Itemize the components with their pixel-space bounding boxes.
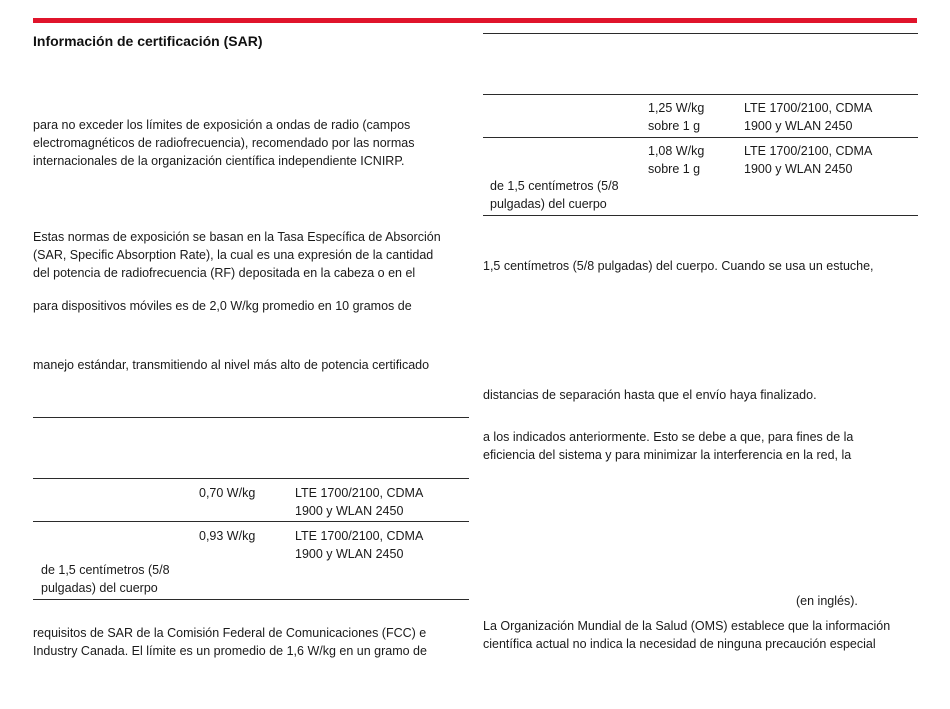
text-line: del potencia de radiofrecuencia (RF) depositada en la cabeza o en el bbox=[33, 266, 416, 280]
header-accent-bar bbox=[33, 18, 917, 23]
sar-value: 0,93 W/kg bbox=[199, 529, 256, 543]
frequency-bands bbox=[744, 99, 872, 135]
table-header-rule bbox=[483, 94, 918, 95]
table-top-rule bbox=[33, 417, 469, 418]
frequency-bands bbox=[295, 527, 423, 563]
text-line: de 1,5 centímetros (5/8 bbox=[41, 563, 170, 577]
right-paragraph-5 bbox=[483, 617, 890, 653]
text-line: La Organización Mundial de la Salud (OMS) establece que la información bbox=[483, 619, 891, 633]
text-line: eficiencia del sistema y para minimizar la interferencia en la red, la bbox=[483, 448, 852, 462]
frequency-bands bbox=[295, 484, 423, 520]
sar-value bbox=[648, 142, 704, 178]
table-row-rule bbox=[483, 137, 918, 138]
text-line: LTE 1700/2100, CDMA bbox=[744, 144, 873, 158]
right-paragraph-3 bbox=[483, 428, 853, 464]
table-top-rule bbox=[483, 33, 918, 34]
text-line: internacionales de la organización científica independiente ICNIRP. bbox=[33, 154, 405, 168]
text-line: LTE 1700/2100, CDMA bbox=[295, 486, 424, 500]
left-paragraph-2 bbox=[33, 228, 441, 282]
text-line: pulgadas) del cuerpo bbox=[490, 197, 607, 211]
text-line: pulgadas) del cuerpo bbox=[41, 581, 158, 595]
text-line: 1900 y WLAN 2450 bbox=[744, 162, 853, 176]
text-line: LTE 1700/2100, CDMA bbox=[295, 529, 424, 543]
text-line: Estas normas de exposición se basan en la Tasa Específica de Absorción bbox=[33, 230, 441, 244]
left-paragraph-5 bbox=[33, 624, 427, 660]
text-line: científica actual no indica la necesidad de ninguna precaución especial bbox=[483, 637, 876, 651]
table-bottom-rule bbox=[33, 599, 469, 600]
text-line: 1,08 W/kg bbox=[648, 144, 705, 158]
text-line: 1,25 W/kg bbox=[648, 101, 705, 115]
right-paragraph-4: (en inglés). bbox=[796, 594, 858, 608]
text-line: sobre 1 g bbox=[648, 162, 701, 176]
right-paragraph-2: distancias de separación hasta que el envío haya finalizado. bbox=[483, 388, 817, 402]
text-line: Industry Canada. El límite es un promedio de 1,6 W/kg en un gramo de bbox=[33, 644, 427, 658]
page-title: Información de certificación (SAR) bbox=[33, 33, 263, 49]
table-row-rule bbox=[33, 521, 469, 522]
table-bottom-rule bbox=[483, 215, 918, 216]
left-paragraph-3: para dispositivos móviles es de 2,0 W/kg promedio en 10 gramos de bbox=[33, 299, 412, 313]
left-paragraph-4: manejo estándar, transmitiendo al nivel más alto de potencia certificado bbox=[33, 358, 430, 372]
text-line: 1900 y WLAN 2450 bbox=[295, 504, 404, 518]
text-line: para no exceder los límites de exposición a ondas de radio (campos bbox=[33, 118, 411, 132]
position-label bbox=[490, 177, 619, 213]
text-line: 1900 y WLAN 2450 bbox=[295, 547, 404, 561]
text-line: requisitos de SAR de la Comisión Federal de Comunicaciones (FCC) e bbox=[33, 626, 427, 640]
text-line: a los indicados anteriormente. Esto se debe a que, para fines de la bbox=[483, 430, 854, 444]
position-label bbox=[41, 561, 170, 597]
frequency-bands bbox=[744, 142, 872, 178]
text-line: sobre 1 g bbox=[648, 119, 701, 133]
text-line: (SAR, Specific Absorption Rate), la cual es una expresión de la cantidad bbox=[33, 248, 434, 262]
table-header-rule bbox=[33, 478, 469, 479]
text-line: de 1,5 centímetros (5/8 bbox=[490, 179, 619, 193]
sar-value bbox=[648, 99, 704, 135]
text-line: electromagnéticos de radiofrecuencia), recomendado por las normas bbox=[33, 136, 415, 150]
sar-value: 0,70 W/kg bbox=[199, 486, 256, 500]
left-paragraph-1 bbox=[33, 116, 414, 170]
text-line: LTE 1700/2100, CDMA bbox=[744, 101, 873, 115]
right-paragraph-1: 1,5 centímetros (5/8 pulgadas) del cuerpo. Cuando se usa un estuche, bbox=[483, 259, 874, 273]
text-line: 1900 y WLAN 2450 bbox=[744, 119, 853, 133]
